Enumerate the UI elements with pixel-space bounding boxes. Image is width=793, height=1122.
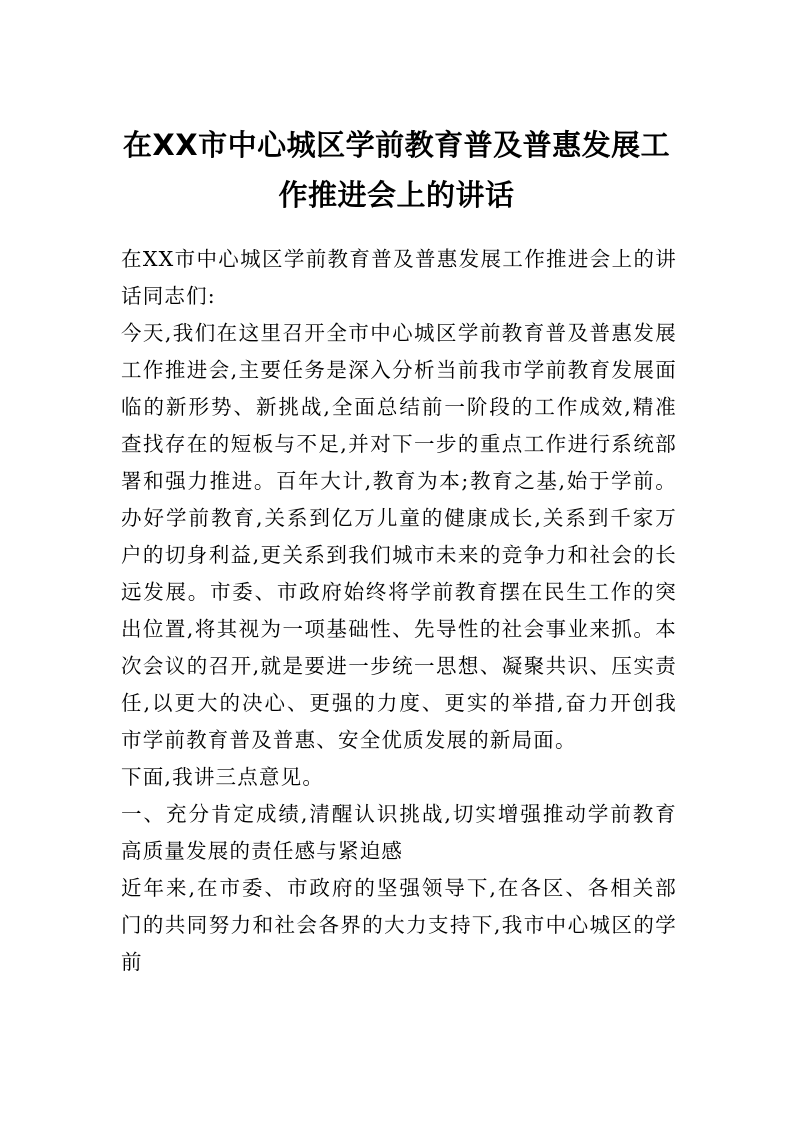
paragraph-recent-years: 近年来,在市委、市政府的坚强领导下,在各区、各相关部门的共同努力和社会各界的大力支持下,我市中心城区的学前: [121, 876, 677, 974]
document-title-line-2: 作推进会上的讲话: [278, 178, 515, 212]
paragraph-intro: 在XX市中心城区学前教育普及普惠发展工作推进会上的讲话同志们:: [121, 247, 677, 308]
paragraph-opening: 今天,我们在这里召开全市中心城区学前教育普及普惠发展工作推进会,主要任务是深入分析当前我市学前教育发展面临的新形势、新挑战,全面总结前一阶段的工作成效,精准查找存在的短板与不足,并对下一步的重点工作进行系统部署和强力推进。百年大计,教育为本;教育之基,始于学前。办好学前教育,关系到亿万儿童的健康成长,关系到千家万户的切身利益,更关系到我们城市未来的竞争力和社会的长远发展。市委、市政府始终将学前教育摆在民生工作的突出位置,将其视为一项基础性、先导性的社会事业来抓。本次会议的召开,就是要进一步统一思想、凝聚共识、压实责任,以更大的决心、更强的力度、更实的举措,奋力开创我市学前教育普及普惠、安全优质发展的新局面。: [121, 321, 677, 752]
document-body: [121, 241, 677, 981]
section-heading-1: 一、充分肯定成绩,清醒认识挑战,切实增强推动学前教育高质量发展的责任感与紧迫感: [121, 802, 677, 863]
document-title-line-1: 在XX市中心城区学前教育普及普惠发展工: [122, 128, 671, 162]
paragraph-three-points: 下面,我讲三点意见。: [121, 765, 325, 789]
